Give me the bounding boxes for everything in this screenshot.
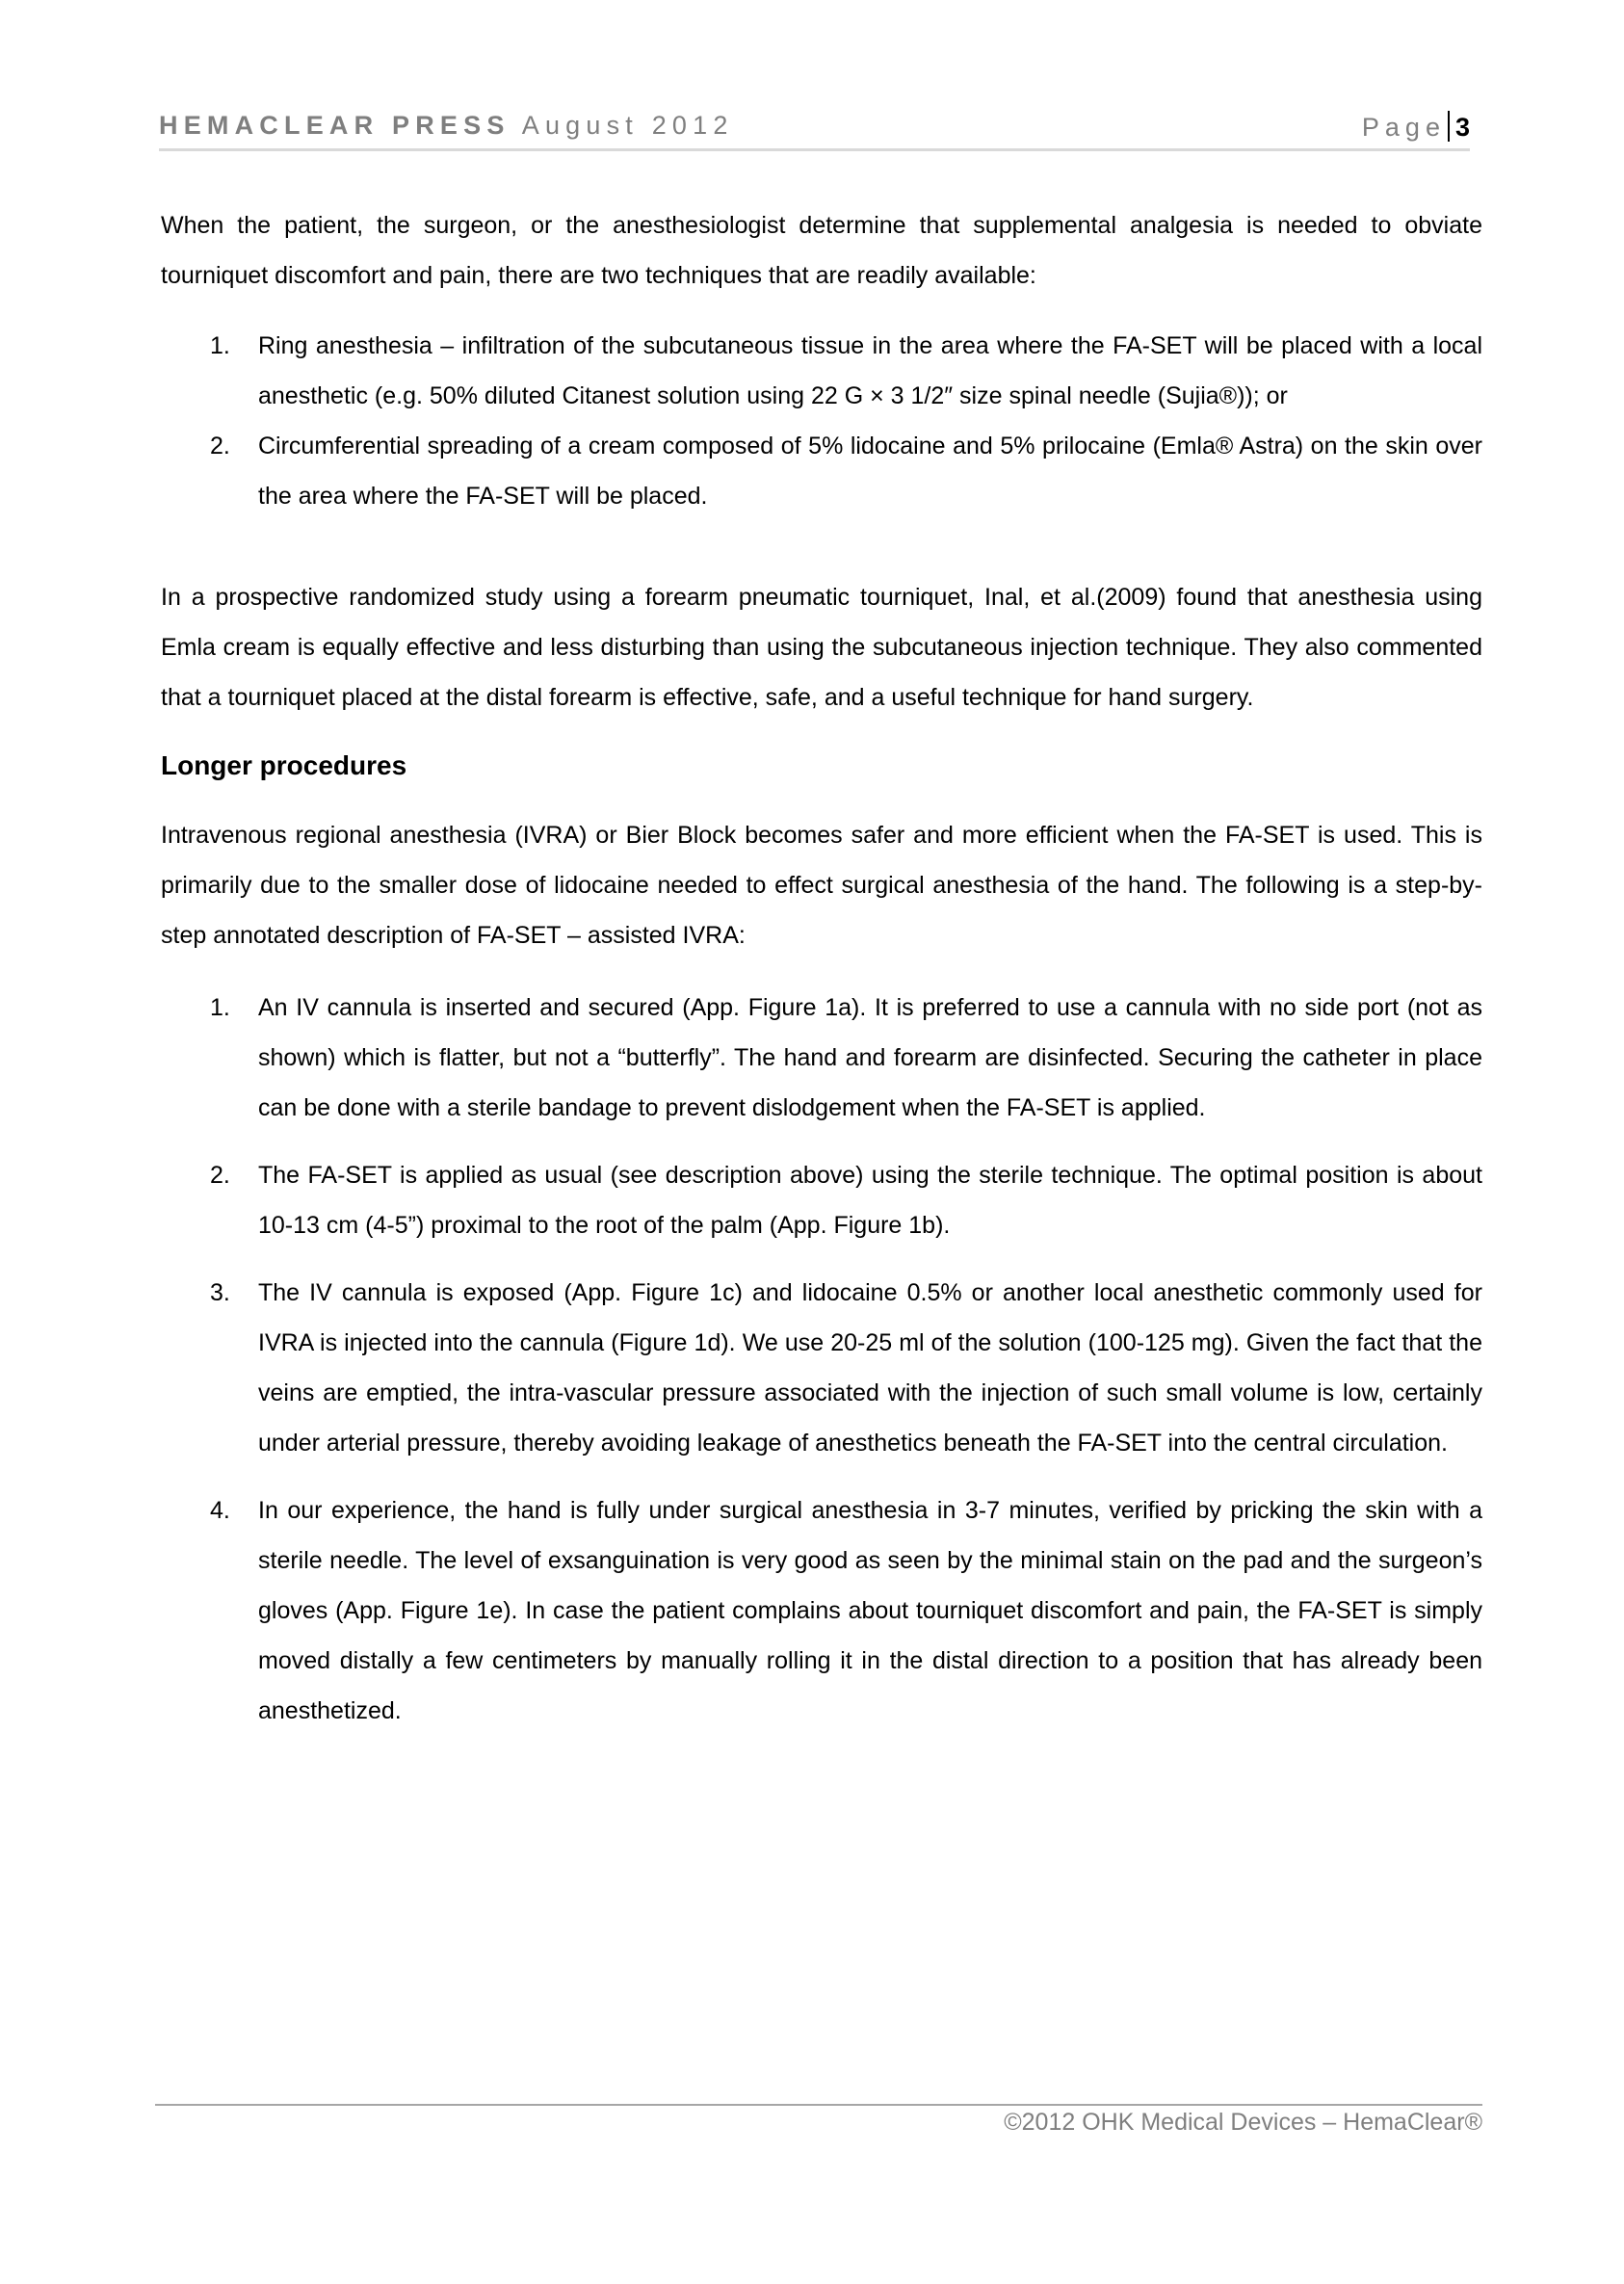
list-number: 2. [210, 433, 230, 459]
steps-list [161, 983, 1482, 1736]
publication-name: HEMACLEAR PRESS [159, 111, 511, 140]
list-item-text: Ring anesthesia – infiltration of the subcutaneous tissue in the area where the FA-SET will be placed with a local anesthetic (e.g. 50% diluted Citanest solution using 22 G × 3 1/2″ size spinal needle (Sujia®)); or [258, 332, 1482, 409]
header-divider [159, 148, 1470, 151]
footer-divider [155, 2104, 1482, 2106]
page-indicator [1362, 111, 1470, 143]
section-heading: Longer procedures [161, 750, 407, 780]
list-item [161, 1268, 1482, 1468]
list-number: 1. [210, 994, 230, 1021]
list-number: 1. [210, 332, 230, 359]
list-number: 3. [210, 1279, 230, 1306]
page-header [159, 108, 1470, 148]
list-item-text: The IV cannula is exposed (App. Figure 1c) and lidocaine 0.5% or another local anesthetic commonly used for IVRA is injected into the cannula (Figure 1d). We use 20-25 ml of the solution (100-125 mg). Given the fact that the veins are emptied, the intra-vascular pressure associated with the injection of such small volume is low, certainly under arterial pressure, thereby avoiding leakage of anesthetics beneath the FA-SET into the central circulation. [258, 1279, 1482, 1457]
techniques-list [161, 321, 1482, 521]
footer-copyright: ©2012 OHK Medical Devices – HemaClear® [1004, 2109, 1482, 2136]
list-item-text: In our experience, the hand is fully under surgical anesthesia in 3-7 minutes, verified by pricking the skin with a sterile needle. The level of exsanguination is very good as seen by the minimal stain on the pad and the surgeon’s gloves (App. Figure 1e). In case the patient complains about tourniquet discomfort and pain, the FA-SET is simply moved distally a few centimeters by manually rolling it in the distal direction to a position that has already been anesthetized. [258, 1497, 1482, 1724]
intro-paragraph: When the patient, the surgeon, or the anesthesiologist determine that supplemental analgesia is needed to obviate tourniquet discomfort and pain, there are two techniques that are readily available: [161, 212, 1482, 289]
ivra-paragraph: Intravenous regional anesthesia (IVRA) or Bier Block becomes safer and more efficient when the FA-SET is used. This is primarily due to the smaller dose of lidocaine needed to effect surgical anesthesia of the hand. The following is a step-by-step annotated description of FA-SET – assisted IVRA: [161, 822, 1482, 949]
list-item [161, 1150, 1482, 1250]
page-number: 3 [1454, 113, 1470, 142]
page-label: Page [1361, 113, 1446, 142]
page-separator [1448, 111, 1450, 142]
list-item-text: The FA-SET is applied as usual (see description above) using the sterile technique. The optimal position is about 10-13 cm (4-5”) proximal to the root of the palm (App. Figure 1b). [258, 1162, 1482, 1239]
list-item [161, 983, 1482, 1133]
list-item [161, 321, 1482, 421]
study-paragraph: In a prospective randomized study using a forearm pneumatic tourniquet, Inal, et al.(2009) found that anesthesia using Emla cream is equally effective and less disturbing than using the subcutaneous injection technique. They also commented that a tourniquet placed at the distal forearm is effective, safe, and a useful technique for hand surgery. [161, 584, 1482, 711]
list-item [161, 421, 1482, 521]
list-item-text: An IV cannula is inserted and secured (App. Figure 1a). It is preferred to use a cannula with no side port (not as shown) which is flatter, but not a “butterfly”. The hand and forearm are disinfected. Securing the catheter in place can be done with a sterile bandage to prevent dislodgement when the FA-SET is applied. [258, 994, 1482, 1121]
header-title [159, 111, 734, 141]
list-item-text: Circumferential spreading of a cream composed of 5% lidocaine and 5% prilocaine (Emla® Astra) on the skin over the area where the FA-SET will be placed. [258, 433, 1482, 510]
list-item [161, 1485, 1482, 1736]
issue-date: August 2012 [521, 111, 734, 140]
list-number: 4. [210, 1497, 230, 1524]
page-body [161, 200, 1482, 1736]
list-number: 2. [210, 1162, 230, 1189]
